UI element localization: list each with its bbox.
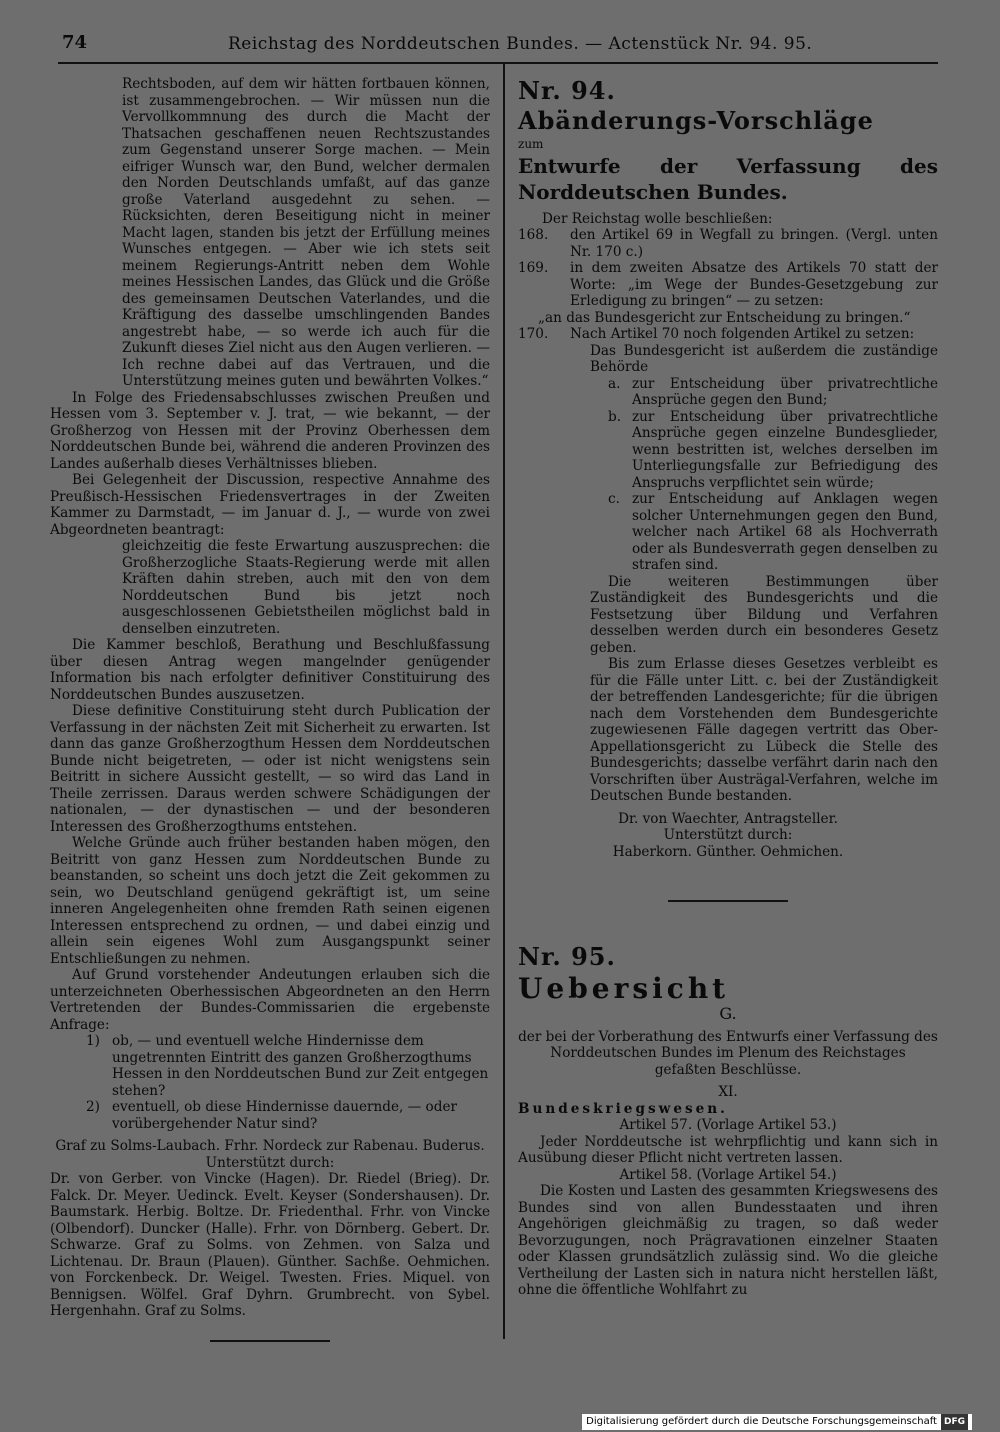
clause-a: [518, 376, 938, 409]
clause-text: zur Entscheidung auf Anklagen wegen solcher Unternehmungen gegen den Bund, welcher nach Artikel 68 als Hochverrath oder als Bundesverrath gegen denselben zu strafen sind.: [632, 491, 938, 573]
credit-text: Digitalisierung gefördert durch die Deutsche Forschungsgemeinschaft: [586, 1416, 937, 1427]
section-end-rule: [210, 1340, 330, 1342]
motion-168: [518, 227, 938, 260]
article-text: Jeder Norddeutsche ist wehrpflichtig und kann sich in Ausübung dieser Pflicht nicht vertreten lassen.: [518, 1133, 938, 1166]
overview-description: der bei der Vorberathung des Entwurfs einer Verfassung des Norddeutschen Bundes im Plenum des Reichstages gefaßten Beschlüsse.: [518, 1028, 938, 1078]
motion-number: 170.: [518, 326, 549, 342]
heading-connector: zum: [518, 137, 544, 151]
motion-number: 169.: [518, 260, 549, 276]
motion-text: den Artikel 69 in Wegfall zu bringen. (Vergl. unten Nr. 170 c.): [570, 227, 938, 260]
article-heading: Artikel 58. (Vorlage Artikel 54.): [619, 1166, 837, 1183]
question-text: ob, — und eventuell welche Hindernisse dem ungetrennten Eintritt des ganzen Großherzogthums Hessen in den Norddeutschen Bund zur Zeit entgegen stehen?: [112, 1033, 489, 1099]
motion-text: in dem zweiten Absatze des Artikels 70 statt der Worte: „im Wege der Bundes-Gesetzgebung zur Erledigung zu bringen“ — zu setzen:: [570, 260, 938, 309]
supporter-list: Dr. von Gerber. von Vincke (Hagen). Dr. Riedel (Brieg). Dr. Falck. Dr. Meyer. Uedinck. Evelt. Keyser (Sondershausen). Dr. Baumstark. Herbig. Boltze. Dr. Friedenthal. Frhr. von Vincke (Olbendorf). Duncker (Halle). Frhr. von Dörnberg. Gebert. Dr. Schwarze. Graf zu Solms. von Zehmen. von Salza und Lichtenau. Dr. Braun (Plauen). Günther. Sachße. Oehmichen. von Forckenbeck. Dr. Weigel. Twesten. Fries. Miquel. von Bennigsen. Wölfel. Graf Dyhrn. Grumbrecht. von Sybel. Hergenhahn. Graf zu Solms.: [50, 1171, 490, 1319]
motion-number: 168.: [518, 227, 549, 243]
paragraph: Die weiteren Bestimmungen über Zuständigkeit des Bundesgerichts und die Festsetzung über Bildung und Verfahren desselben werden durch ein besonderes Gesetz geben.: [590, 573, 938, 656]
applicant-signature: Dr. von Waechter, Antragsteller.: [618, 810, 838, 827]
motion-169: [518, 260, 938, 310]
paragraph: Diese definitive Constituirung steht durch Publication der Verfassung in der nächsten Zeit mit Sicherheit zu erwarten. Ist dann das ganze Großherzogthum Hessen dem Norddeutschen Bunde nicht beigetreten, — oder ist nicht wenigstens sein Beitritt in sichere Aussicht gestellt, — so wird das Land in Theile zerrissen. Daraus werden schwere Schädigungen der nationalen, — der dynastischen — und der besonderen Interessen des Großherzogthums entstehen.: [50, 703, 490, 835]
question-item: [50, 1099, 490, 1132]
paragraph: Das Bundesgericht ist außerdem die zuständige Behörde: [590, 342, 938, 375]
motion-170: [518, 326, 938, 343]
document-number-94: Nr. 94.: [518, 76, 616, 105]
column-divider: [503, 64, 505, 1339]
document-number-95: Nr. 95.: [518, 942, 616, 971]
clause-text: zur Entscheidung über privatrechtliche Ansprüche gegen den Bund;: [632, 375, 938, 408]
heading-amendments: Abänderungs-Vorschläge: [518, 106, 874, 135]
motion-quote: „an das Bundesgericht zur Entscheidung zu bringen.“: [538, 309, 911, 326]
paragraph: Auf Grund vorstehender Andeutungen erlauben sich die unterzeichneten Oberhessischen Abgeordneten an den Herrn Vertretenden der Bundes-Commissarien die ergebenste Anfrage:: [50, 967, 490, 1033]
header-rule: [58, 62, 938, 64]
supported-by-label: Unterstützt durch:: [663, 827, 793, 843]
supported-by-label: Unterstützt durch:: [205, 1154, 335, 1171]
page-number: 74: [62, 32, 88, 53]
overview-part-letter: G.: [719, 1004, 737, 1023]
clause-letter: c.: [608, 491, 620, 507]
running-title: Reichstag des Norddeutschen Bundes. — Actenstück Nr. 94. 95.: [228, 34, 813, 54]
digitization-credit: [582, 1414, 972, 1430]
motion-intro: Der Reichstag wolle beschließen:: [542, 210, 773, 227]
left-column: [50, 76, 490, 1342]
question-number: 2): [86, 1099, 100, 1115]
paragraph: In Folge des Friedensabschlusses zwischen Preußen und Hessen vom 3. September v. J. trat, — wie bekannt, — der Großherzog von Hessen mit der Provinz Oberhessen dem Norddeutschen Bunde bei, während die anderen Provinzen des Landes außerhalb dieses Verhältnisses blieben.: [50, 389, 490, 472]
heading-draft-constitution: Entwurfe der Verfassung des Norddeutschen Bundes.: [518, 153, 938, 204]
paragraph: Bei Gelegenheit der Discussion, respective Annahme des Preußisch-Hessischen Friedensvertrages in der Zweiten Kammer zu Darmstadt, — im Januar d. J., — wurde von zwei Abgeordneten beantragt:: [50, 472, 490, 538]
motion-text: Nach Artikel 70 noch folgenden Artikel zu setzen:: [570, 326, 915, 342]
article-text: Die Kosten und Lasten des gesammten Kriegswesens des Bundes sind von allen Bundesstaaten und ihren Angehörigen gleichmäßig zu tragen, so daß weder Bevorzugungen, noch Prägravationen einzelner Staaten oder Klassen grundsätzlich zulässig sind. Wo die gleiche Vertheilung der Lasten sich in natura nicht herstellen läßt, ohne die öffentliche Wohlfahrt zu: [518, 1183, 938, 1298]
paragraph: Rechtsboden, auf dem wir hätten fortbauen können, ist zusammengebrochen. — Wir müssen nun die Vervollkommnung des durch die Macht der Thatsachen geschaffenen neuen Rechtszustandes zum Gegenstand unserer Sorge machen. — Mein eifriger Wunsch war, den Bund, welcher dermalen den Norden Deutschlands umfaßt, auf das ganze große Vaterland ausgedehnt zu sehen. — Rücksichten, deren Beseitigung nicht in meiner Macht lagen, standen bis jetzt der Erfüllung meines Wunsches entgegen. — Aber wie ich stets seit meinem Regierungs-Antritt neben dem Wohle meines Hessischen Landes, das Glück und die Größe des gemeinsamen Deutschen Vaterlandes, und die Kräftigung des dasselbe umschlingenden Bandes angestrebt habe, — so werde ich auch für die Zukunft dieses Ziel nicht aus den Augen verlieren. — Ich rechne dabei auf das Vertrauen, und die Unterstützung meines guten und bewährten Volkes.“: [122, 76, 490, 389]
question-text: eventuell, ob diese Hindernisse dauernde, — oder vorübergehender Natur sind?: [112, 1099, 457, 1132]
clause-letter: a.: [608, 375, 621, 392]
article-heading: Artikel 57. (Vorlage Artikel 53.): [619, 1117, 837, 1133]
supporter-list: Haberkorn. Günther. Oehmichen.: [612, 843, 844, 860]
clause-letter: b.: [608, 408, 622, 425]
dfg-logo: DFG: [941, 1414, 968, 1430]
clause-b: [518, 409, 938, 492]
section-heading: Bundeskriegswesen.: [518, 1100, 728, 1117]
question-number: 1): [86, 1033, 100, 1049]
paragraph: Bis zum Erlasse dieses Gesetzes verbleibt es für die Fälle unter Litt. c. bei der Zuständigkeit der betreffenden Landesgerichte; für die übrigen nach dem Vorstehenden dem Bundesgerichte zugewiesenen Fälle dagegen vertritt das Ober-Appellationsgericht zu Lübeck die Stelle des Bundesgerichts; dasselbe verfährt darin nach den Vorschriften über Austrägal-Verfahren, welche im Deutschen Bunde bestanden.: [590, 656, 938, 804]
clause-c: [518, 491, 938, 574]
question-item: [50, 1033, 490, 1099]
quoted-motion: gleichzeitig die feste Erwartung auszusprechen: die Großherzogliche Staats-Regierung werde mit allen Kräften dahin streben, auch mit den von dem Norddeutschen Bund bis jetzt noch ausgeschlossenen Gebietstheilen möglichst bald in denselben einzutreten.: [122, 538, 490, 637]
heading-overview: Uebersicht: [518, 972, 730, 1005]
paragraph: Welche Gründe auch früher bestanden haben mögen, den Beitritt von ganz Hessen zum Norddeutschen Bunde zu beanstanden, so scheint uns doch jetzt die Zeit gekommen zu sein, wo Deutschland genügend gekräftigt ist, um seine inneren Angelegenheiten ohne fremden Rath seinen eigenen Interessen entsprechend zu ordnen, — und dabei einzig und allein sein eigenes Wohl zum Ausgangspunkt seiner Entschließungen zu nehmen.: [50, 835, 490, 967]
clause-text: zur Entscheidung über privatrechtliche Ansprüche gegen einzelne Bundesglieder, wenn bestritten ist, welches derselben im Unterliegungsfalle zur Befriedigung des Anspruchs verpflichtet sein würde;: [632, 408, 938, 491]
signatories: Graf zu Solms-Laubach. Frhr. Nordeck zur Rabenau. Buderus.: [55, 1138, 485, 1154]
right-column: [518, 76, 938, 1299]
running-header: [58, 30, 958, 60]
paragraph: Die Kammer beschloß, Berathung und Beschlußfassung über diesen Antrag wegen mangelnder genügender Information bis nach erfolgter definitiver Constituirung des Norddeutschen Bundes auszusetzen.: [50, 637, 490, 703]
section-numeral: XI.: [718, 1084, 738, 1100]
